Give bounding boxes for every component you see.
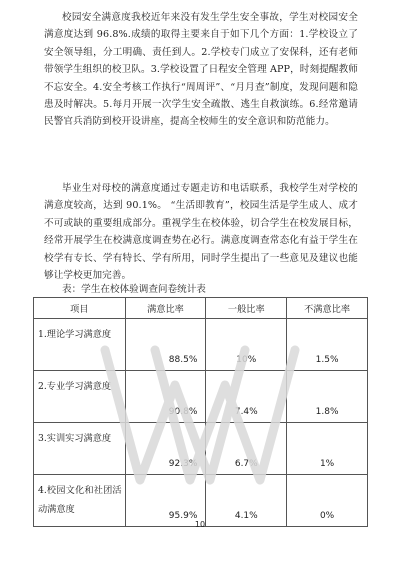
general-cell	[206, 475, 287, 527]
general-cell	[206, 423, 287, 475]
general-cell	[206, 319, 287, 371]
unsatisfied-value: 1.5%	[315, 355, 339, 365]
satisfied-value: 88.5%	[168, 355, 198, 365]
paragraph-campus-safety: 校园安全满意度我校近年来没有发生学生安全事故，学生对校园安全满意度达到 96.8%.成绩的取得主要来自于如下几个方面：1.学校设立了安全领导组，分工明确、责任到人。2.学校专门成立了安保科，还有老师带领学生组织的校卫队。3.学校设置了日程安全管理 APP，时刻提醒教师不忘安全。4.安全考核工作执行“周周评”、“月月查”制度，发现问题和隐患及时解决。5.每月开展一次学生安全疏散、逃生自救演练。6.经常邀请民警官兵消防到校开设讲座，提高全校师生的安全意识和防范能力。	[44, 12, 358, 128]
row-item-label: 4.校园文化和社团活动满意度	[38, 485, 122, 515]
satisfied-cell	[125, 371, 206, 423]
row-item-label: 2.专业学习满意度	[38, 381, 112, 392]
satisfied-cell	[125, 423, 206, 475]
unsatisfied-cell	[287, 319, 368, 371]
satisfied-cell	[125, 319, 206, 371]
paragraph-graduate-satisfaction: 毕业生对母校的满意度通过专题走访和电话联系，我校学生对学校的满意度较高，达到 90.1%。 “生活即教育”，校园生活是学生成人、成才不可或缺的重要组成部分。重视学生在校体验，切合学生在校发展目标，经常开展学生在校满意度调查势在必行。满意度调查常态化有益于学生在校学有专长、学有特长、学有所用，同时学生提出了一些意见及建议也能够让学校更加完善。	[44, 183, 358, 282]
page-number: 10	[194, 520, 206, 529]
header-general: 一般比率	[206, 298, 287, 319]
satisfied-value: 90.8%	[168, 407, 198, 417]
unsatisfied-value: 1%	[319, 459, 335, 469]
general-cell	[206, 371, 287, 423]
unsatisfied-cell	[287, 371, 368, 423]
row-item-cell	[34, 423, 126, 475]
header-satisfied: 满意比率	[125, 298, 206, 319]
table-caption: 表：学生在校体验调查问卷统计表	[62, 284, 206, 295]
header-unsatisfied: 不满意比率	[287, 298, 368, 319]
unsatisfied-value: 1.8%	[315, 407, 339, 417]
satisfied-value: 95.9%	[168, 511, 198, 521]
row-item-label: 1.理论学习满意度	[38, 329, 112, 340]
row-item-cell	[34, 371, 126, 423]
unsatisfied-value: 0%	[319, 511, 335, 521]
general-value: 6.7%	[234, 459, 258, 469]
general-value: 10%	[236, 355, 257, 365]
row-item-cell	[34, 475, 126, 527]
satisfied-value: 92.3%	[168, 459, 198, 469]
row-item-cell	[34, 319, 126, 371]
unsatisfied-cell	[287, 423, 368, 475]
table-header-row	[34, 298, 368, 319]
row-item-label: 3.实训实习满意度	[38, 433, 112, 444]
general-value: 7.4%	[234, 407, 258, 417]
unsatisfied-cell	[287, 475, 368, 527]
table-row	[34, 475, 368, 527]
table-row	[34, 319, 368, 371]
table-row	[34, 423, 368, 475]
general-value: 4.1%	[234, 511, 258, 521]
table-row	[34, 371, 368, 423]
survey-table	[33, 297, 368, 527]
satisfied-cell	[125, 475, 206, 527]
header-item: 项目	[34, 298, 126, 319]
